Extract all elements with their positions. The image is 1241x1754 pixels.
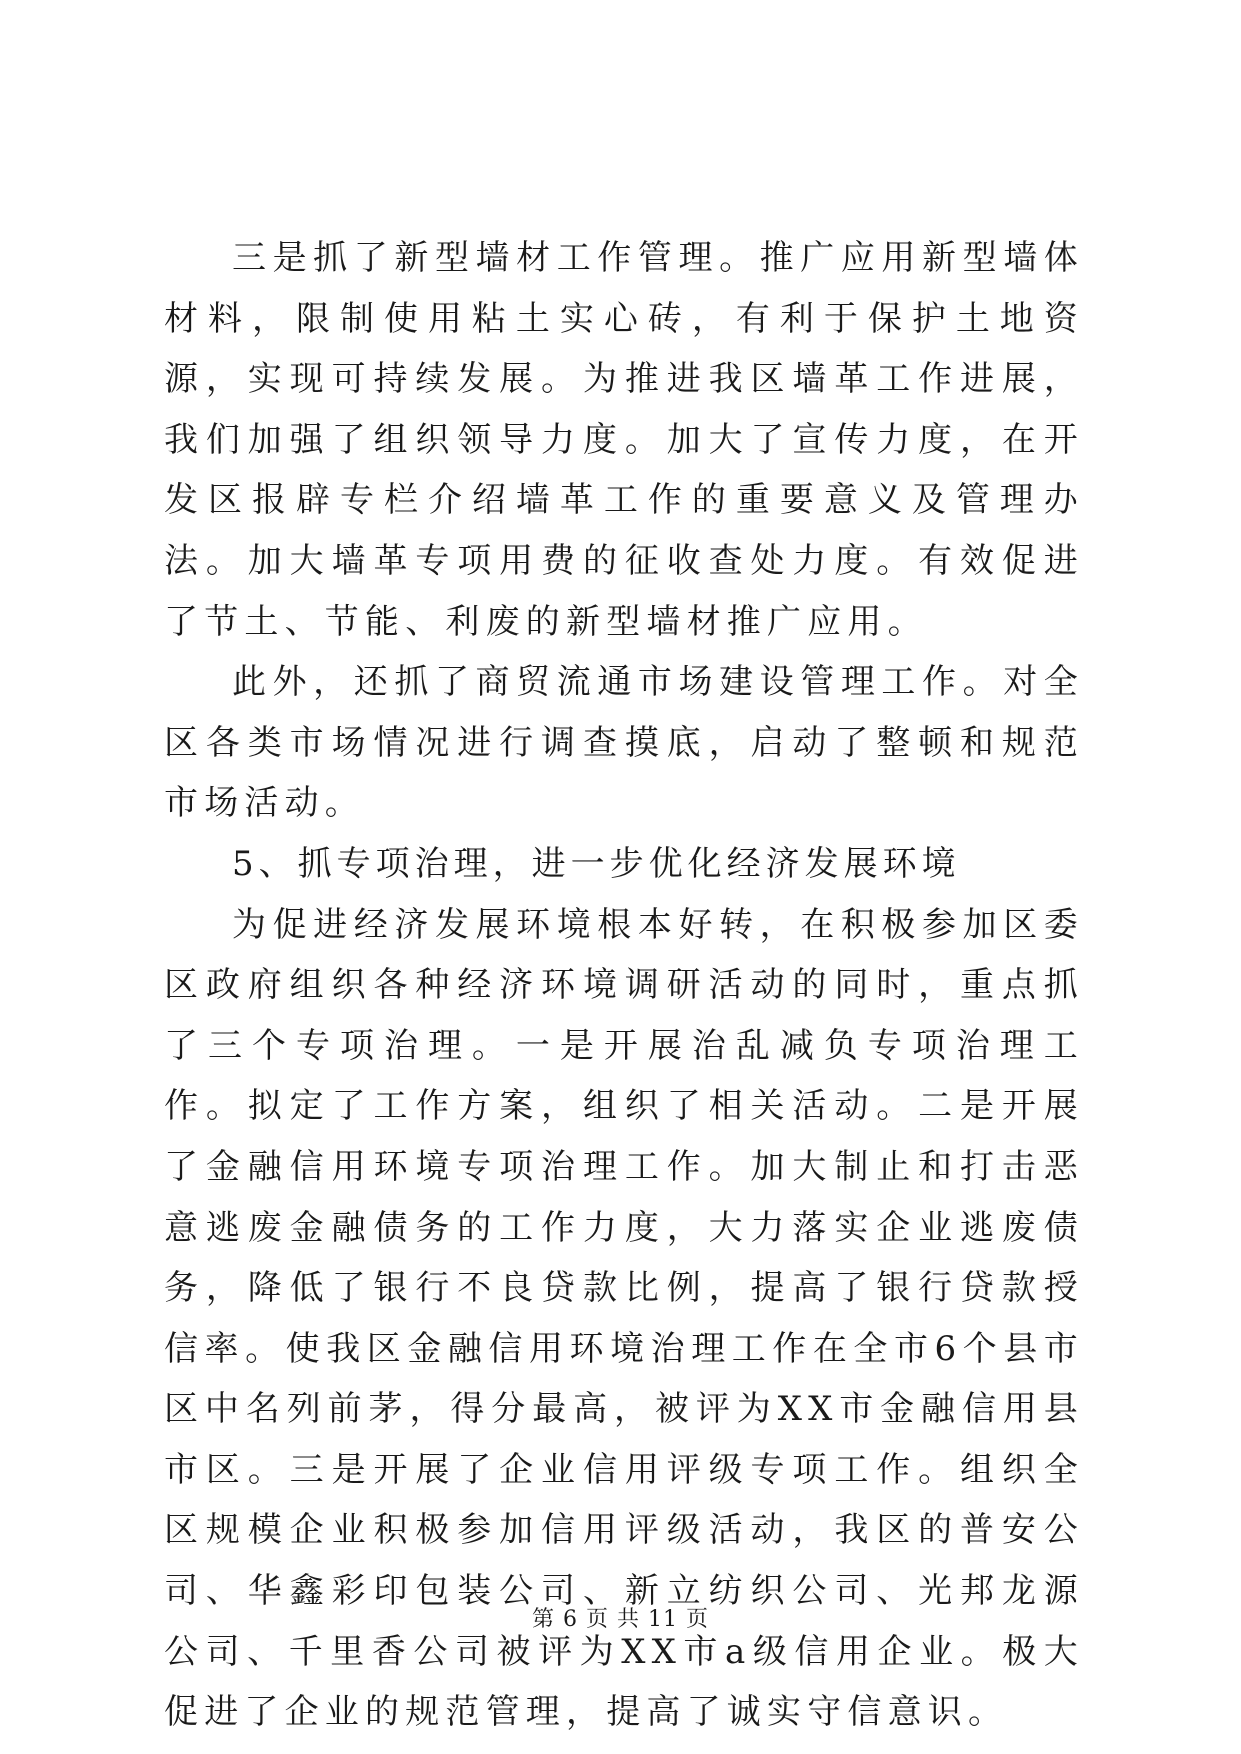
section-heading: 5、抓专项治理，进一步优化经济发展环境	[232, 843, 961, 884]
paragraph-market-management: 此外，还抓了商贸流通市场建设管理工作。对全区各类市场情况进行调查摸底，启动了整顿和规范市场活动。	[164, 662, 1084, 824]
paragraph-wall-materials: 三是抓了新型墙材工作管理。推广应用新型墙体材料，限制使用粘土实心砖，有利于保护土地资源，实现可持续发展。为推进我区墙革工作进展，我们加强了组织领导力度。加大了宣传力度，在开发区报辟专栏介绍墙革工作的重要意义及管理办法。加大墙革专项用费的征收查处力度。有效促进了节土、节能、利废的新型墙材推广应用。	[164, 238, 1084, 642]
page-number-footer: 第 6 页 共 11 页	[532, 1607, 709, 1632]
document-body	[164, 228, 1084, 1743]
paragraph-special-governance: 为促进经济发展环境根本好转，在积极参加区委区政府组织各种经济环境调研活动的同时，重点抓了三个专项治理。一是开展治乱减负专项治理工作。拟定了工作方案，组织了相关活动。二是开展了金融信用环境专项治理工作。加大制止和打击恶意逃废金融债务的工作力度，大力落实企业逃废债务，降低了银行不良贷款比例，提高了银行贷款授信率。使我区金融信用环境治理工作在全市6个县市区中名列前茅，得分最高，被评为XX市金融信用县市区。三是开展了企业信用评级专项工作。组织全区规模企业积极参加信用评级活动，我区的普安公司、华鑫彩印包装公司、新立纺织公司、光邦龙源公司、千里香公司被评为XX市a级信用企业。极大促进了企业的规范管理，提高了诚实守信意识。	[164, 904, 1084, 1733]
